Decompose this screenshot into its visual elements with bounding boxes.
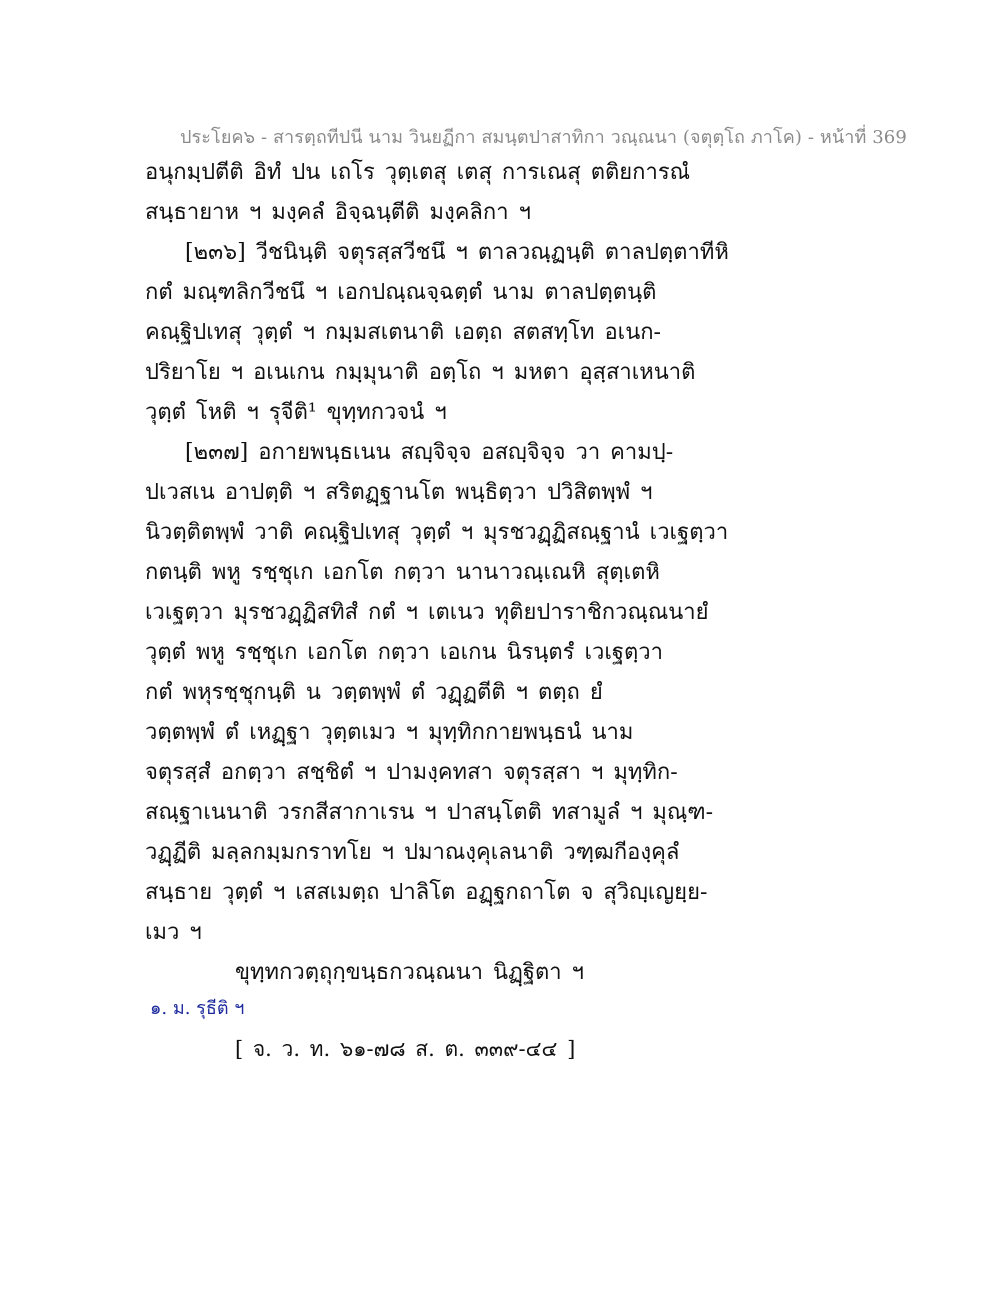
text-line: เมว ฯ: [145, 920, 202, 945]
text-line: วตฺตพฺพํ ตํ เหฏฺฐา วุตฺตเมว ฯ มุทฺทิกกายพนฺธนํ นาม: [145, 720, 634, 745]
text-line: [๒๓๖] วีชนินฺติ จตุรสฺสวีชนึ ฯ ตาลวณฺฏนฺติ ตาลปตฺตาทีหิ: [185, 240, 729, 265]
text-line: คณฺฐิปเทสุ วุตฺตํ ฯ กมฺมสเตนาติ เอตฺถ สตสทฺโท อเนก-: [145, 320, 661, 345]
text-line: อนุกมฺปตีติ อิทํ ปน เถโร วุตฺเตสุ เตสุ การเณสุ ตติยการณํ: [145, 160, 691, 185]
text-line: กตนฺติ พหู รชฺชุเก เอกโต กตฺวา นานาวณฺเณหิ สุตฺเตหิ: [145, 560, 660, 585]
text-line: ปเวสเน อาปตฺติ ฯ สริตฏฺฐานโต พนฺธิตฺวา ปวิสิตพฺพํ ฯ: [145, 480, 653, 505]
page-header: ประโยค๖ - สารตฺถทีปนี นาม วินยฏีกา สมนฺตปาสาทิกา วณฺณนา (จตุตฺโถ ภาโค) - หน้าที่ 369: [180, 127, 907, 148]
text-line: สนฺธายาห ฯ มงฺคลํ อิจฺฉนฺตีติ มงฺคลิกา ฯ: [145, 200, 531, 225]
text-line: นิวตฺติตพฺพํ วาติ คณฺฐิปเทสุ วุตฺตํ ฯ มุรชวฏฺฏิสณฺฐานํ เวเฐตฺวา: [145, 520, 729, 545]
text-line: กตํ มณฺฑลิกวีชนึ ฯ เอกปณฺณจฺฉตฺตํ นาม ตาลปตฺตนฺติ: [145, 280, 657, 305]
reference-citation: [ จ. ว. ท. ๖๑-๗๘ ส. ต. ๓๓๙-๔๔ ]: [235, 1037, 576, 1061]
text-line: กตํ พหุรชฺชุกนฺติ น วตฺตพฺพํ ตํ วฏฺฏตีติ ฯ ตตฺถ ยํ: [145, 680, 603, 705]
text-line: จตุรสฺสํ อกตฺวา สชฺชิตํ ฯ ปามงฺคทสา จตุรสฺสา ฯ มุทฺทิก-: [145, 760, 678, 785]
text-line: ปริยาโย ฯ อเนเกน กมฺมุนาติ อตฺโถ ฯ มหตา อุสฺสาเหนาติ: [145, 360, 696, 385]
footnote: ๑. ม. รุธีติ ฯ: [150, 998, 245, 1019]
text-line: วฏฺฏีติ มลฺลกมฺมกราทโย ฯ ปมาณงฺคุเลนาติ วฑฺฒกีองฺคุลํ: [145, 840, 680, 865]
text-line: สณฺฐาเนนาติ วรกสีสากาเรน ฯ ปาสนฺโตติ ทสามูลํ ฯ มุณฺฑ-: [145, 800, 714, 825]
text-line: วุตฺตํ โหติ ฯ รุจีติ¹ ขุทฺทกวจนํ ฯ: [145, 400, 447, 425]
text-line: เวเฐตฺวา มุรชวฏฺฏิสทิสํ กตํ ฯ เตเนว ทุติยปาราชิกวณฺณนายํ: [145, 600, 709, 625]
section-end-line: ขุทฺทกวตฺถุกฺขนฺธกวณฺณนา นิฏฺฐิตา ฯ: [235, 960, 584, 985]
text-line: วุตฺตํ พหู รชฺชุเก เอกโต กตฺวา เอเกน นิรนฺตรํ เวเฐตฺวา: [145, 640, 664, 665]
text-line: [๒๓๗] อกายพนฺธเนน สญฺจิจฺจ อสญฺจิจฺจ วา คามปฺ-: [185, 440, 674, 465]
text-line: สนฺธาย วุตฺตํ ฯ เสสเมตฺถ ปาลิโต อฏฺฐกถาโต จ สุวิญฺเญยฺย-: [145, 880, 708, 905]
